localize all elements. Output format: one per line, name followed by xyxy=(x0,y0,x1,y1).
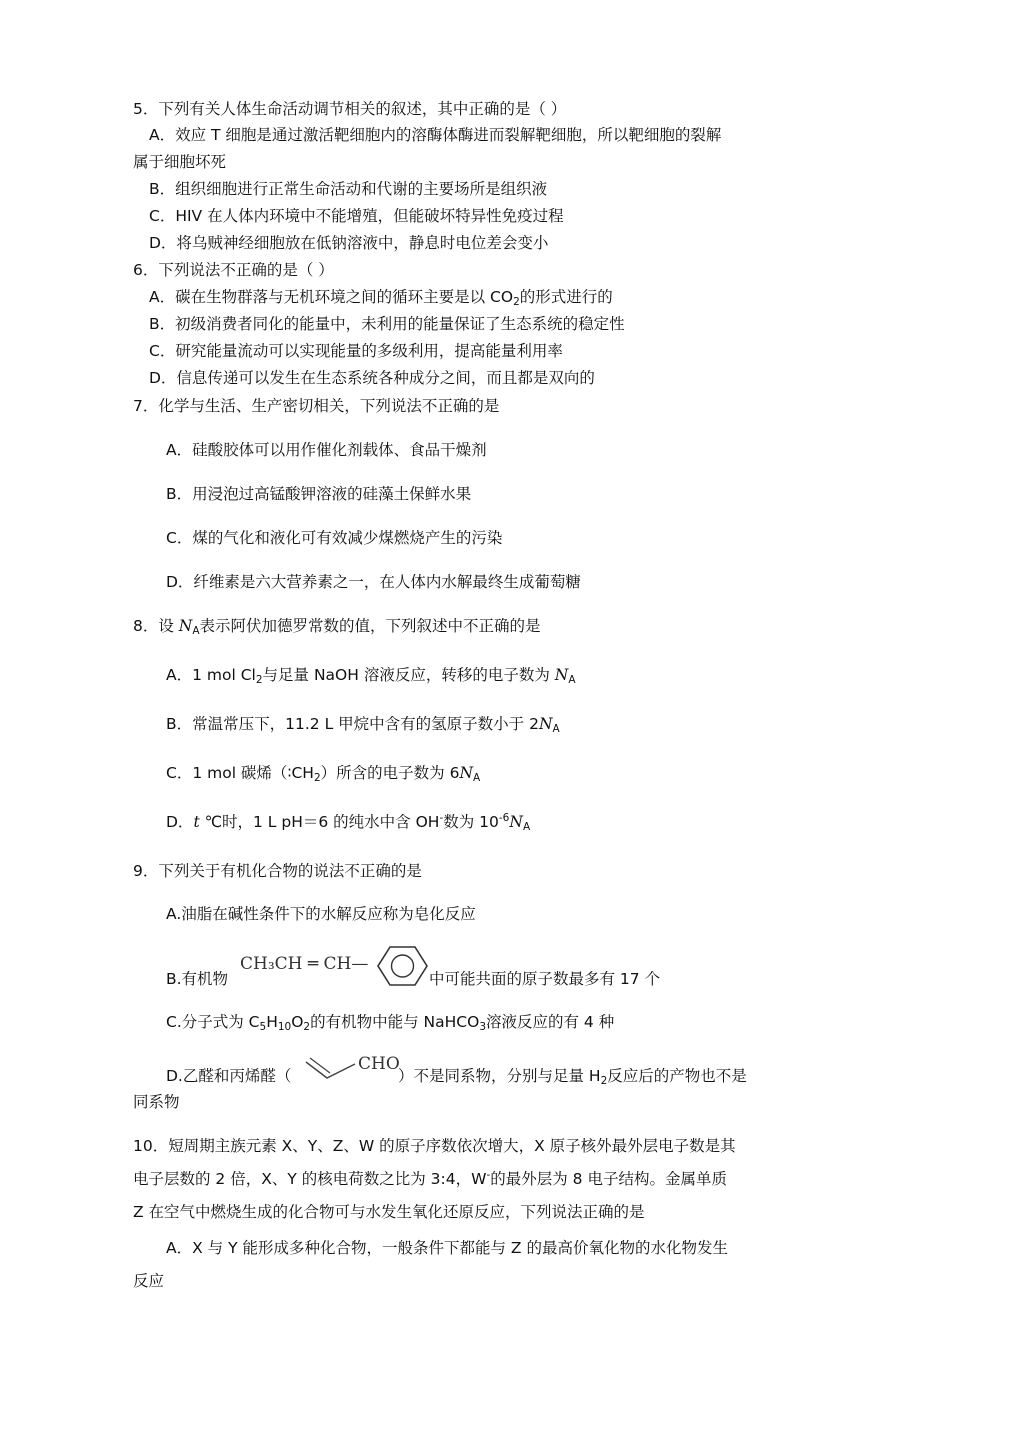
q8-option-d: D．t ℃时，1 L pH＝6 的纯水中含 OH-数为 $10^{-6}N_A$ xyxy=(166,812,531,833)
q7-option-b: B．用浸泡过高锰酸钾溶液的硅藻土保鲜水果 xyxy=(166,485,472,503)
q9-option-d-label: D.乙醛和丙烯醛（ xyxy=(166,1067,292,1085)
q10-option-a-line1: A．X 与 Y 能形成多种化合物，一般条件下都能与 Z 的最高价氧化物的水化物发生 xyxy=(166,1239,728,1257)
q9-option-c: C.分子式为 $C_5H_{10}O_2$的有机物中能与 NaHCO$_3$溶液反应的有 4 种 xyxy=(166,1013,615,1033)
q5-option-d: D．将乌贼神经细胞放在低钠溶液中，静息时电位差会变小 xyxy=(149,234,549,252)
q7-option-d: D．纤维素是六大营养素之一，在人体内水解最终生成葡萄糖 xyxy=(166,573,581,591)
q10-stem-line2: 电子层数的 2 倍，X、Y 的核电荷数之比为 3:4，W-的最外层为 8 电子结构。金属单质 xyxy=(133,1169,727,1188)
q10-stem-line1: 10．短周期主族元素 X、Y、Z、W 的原子序数依次增大，X 原子核外最外层电子数是其 xyxy=(133,1137,736,1155)
q10-stem-line3: Z 在空气中燃烧生成的化合物可与水发生氧化还原反应，下列说法正确的是 xyxy=(133,1203,645,1221)
q5-option-b: B．组织细胞进行正常生命活动和代谢的主要场所是组织液 xyxy=(149,180,548,198)
q6-option-c: C．研究能量流动可以实现能量的多级利用，提高能量利用率 xyxy=(149,342,563,360)
q5-option-a-line2: 属于细胞坏死 xyxy=(133,153,227,171)
benzene-ring-icon xyxy=(376,944,430,988)
q6-stem: 6．下列说法不正确的是（ ） xyxy=(133,261,334,279)
q5-option-c: C．HIV 在人体内环境中不能增殖，但能破坏特异性免疫过程 xyxy=(149,207,564,225)
q9-option-a: A.油脂在碱性条件下的水解反应称为皂化反应 xyxy=(166,905,476,923)
q5-stem: 5．下列有关人体生命活动调节相关的叙述，其中正确的是（ ） xyxy=(133,100,567,118)
q9-option-b-label: B.有机物 xyxy=(166,970,229,988)
q7-stem: 7．化学与生活、生产密切相关，下列说法不正确的是 xyxy=(133,397,500,415)
q9-stem: 9．下列关于有机化合物的说法不正确的是 xyxy=(133,862,422,880)
q7-option-a: A．硅酸胶体可以用作催化剂载体、食品干燥剂 xyxy=(166,441,487,459)
q6-option-b: B．初级消费者同化的能量中，未利用的能量保证了生态系统的稳定性 xyxy=(149,315,625,333)
q6-option-a: A．碳在生物群落与无机环境之间的循环主要是以 $CO_2$的形式进行的 xyxy=(149,288,613,308)
q8-stem: 8．设 $N_A$表示阿伏加德罗常数的值，下列叙述中不正确的是 xyxy=(133,617,541,637)
q9-option-d-line2: 同系物 xyxy=(133,1093,180,1111)
q5-option-a-line1: A．效应 T 细胞是通过激活靶细胞内的溶酶体酶进而裂解靶细胞，所以靶细胞的裂解 xyxy=(149,126,722,144)
q8-option-c: C．1 mol 碳烯$(∶CH_2)$所含的电子数为 $6N_A$ xyxy=(166,764,481,784)
q9-option-d-text: ）不是同系物，分别与足量 $H_2$反应后的产物也不是 xyxy=(398,1067,747,1087)
q8-option-a: A．1 mol $Cl_2$与足量 NaOH 溶液反应，转移的电子数为 $N_A$ xyxy=(166,666,576,686)
q8-option-b: B．常温常压下，11.2 L 甲烷中含有的氢原子数小于 $2N_A$ xyxy=(166,715,560,735)
aldehyde-group-label: CHO xyxy=(358,1054,400,1074)
q9-option-b-text: 中可能共面的原子数最多有 17 个 xyxy=(429,970,661,988)
q7-option-c: C．煤的气化和液化可有效减少煤燃烧产生的污染 xyxy=(166,529,503,547)
styrene-like-molecule-formula: CH₃CH ═ CH— xyxy=(240,954,369,974)
q6-option-d: D．信息传递可以发生在生态系统各种成分之间，而且都是双向的 xyxy=(149,369,595,387)
propenal-skeleton-icon xyxy=(303,1056,359,1084)
q10-option-a-line2: 反应 xyxy=(133,1272,165,1290)
